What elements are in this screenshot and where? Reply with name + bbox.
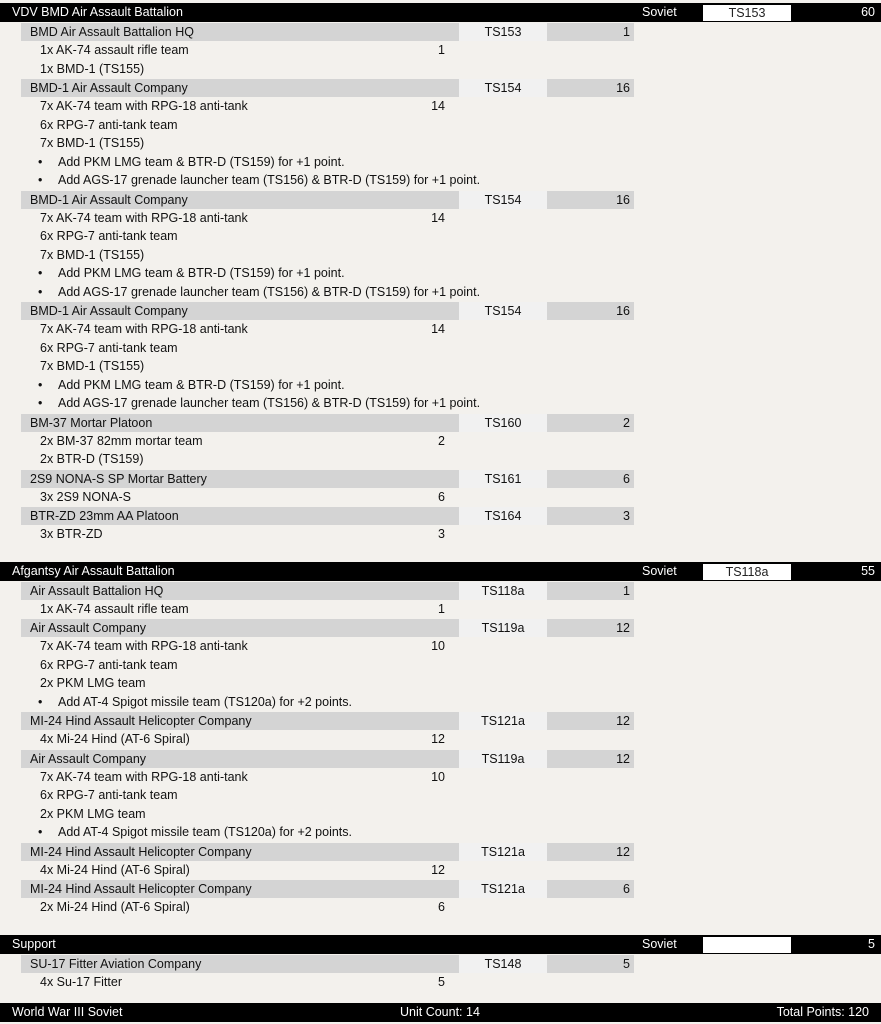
unit-points: 16 — [616, 192, 630, 207]
unit-line-text: 7x BMD-1 (TS155) — [40, 247, 145, 262]
unit-points: 6 — [623, 471, 630, 486]
unit-option — [21, 376, 634, 395]
unit-line — [21, 898, 634, 917]
unit-line-text: 6x RPG-7 anti-tank team — [40, 340, 178, 355]
unit-line — [21, 637, 634, 656]
unit-line — [21, 600, 634, 619]
unit-name: BMD Air Assault Battalion HQ — [30, 25, 194, 39]
formation-points: 55 — [861, 563, 875, 578]
unit-name: Air Assault Battalion HQ — [30, 583, 164, 598]
total-points: Total Points: 120 — [776, 1005, 869, 1019]
unit-name: SU-17 Fitter Aviation Company — [30, 956, 202, 971]
unit-block — [21, 302, 634, 413]
unit-block — [21, 843, 634, 880]
unit-points: 16 — [616, 304, 630, 318]
unit-line-points: 6 — [438, 900, 445, 914]
unit-name: MI-24 Hind Assault Helicopter Company — [30, 714, 252, 728]
unit-line-text: 6x RPG-7 anti-tank team — [40, 229, 178, 243]
unit-option-text: Add AGS-17 grenade launcher team (TS156) & BTR-D (TS159) for +1 point. — [58, 396, 481, 410]
unit-header — [21, 582, 634, 600]
formation-section — [0, 3, 881, 544]
unit-line — [21, 60, 634, 79]
unit-line — [21, 41, 634, 60]
unit-header — [21, 414, 634, 432]
unit-option — [21, 283, 634, 302]
unit-option — [21, 693, 634, 712]
unit-line-text: 3x BTR-ZD — [40, 527, 103, 541]
formation-card: TS118a — [703, 564, 791, 580]
unit-line-text: 2x PKM LMG team — [40, 806, 146, 821]
unit-header — [21, 302, 634, 320]
unit-points: 1 — [623, 583, 630, 598]
unit-line — [21, 805, 634, 824]
unit-line-text: 2x BM-37 82mm mortar team — [40, 433, 203, 448]
unit-line-points: 1 — [438, 43, 445, 57]
formation-points: 60 — [861, 5, 875, 19]
unit-name: 2S9 NONA-S SP Mortar Battery — [30, 471, 207, 486]
unit-block — [21, 470, 634, 507]
unit-option-text: Add PKM LMG team & BTR-D (TS159) for +1 point. — [58, 266, 345, 280]
bullet-icon: • — [38, 694, 43, 709]
unit-option-text: Add PKM LMG team & BTR-D (TS159) for +1 point. — [58, 377, 345, 392]
unit-line-points: 2 — [438, 433, 445, 448]
unit-points: 6 — [623, 882, 630, 896]
unit-line-points: 14 — [431, 99, 445, 113]
unit-line-text: 4x Mi-24 Hind (AT-6 Spiral) — [40, 732, 190, 746]
unit-card: TS121a — [459, 843, 547, 861]
unit-line-points: 5 — [438, 974, 445, 989]
formation-name: Afgantsy Air Assault Battalion — [12, 563, 175, 578]
unit-card: TS153 — [459, 23, 547, 41]
unit-line-text: 1x AK-74 assault rifle team — [40, 601, 189, 616]
bullet-icon: • — [38, 825, 43, 839]
unit-card: TS160 — [459, 414, 547, 432]
unit-line — [21, 730, 634, 749]
unit-line — [21, 339, 634, 358]
unit-block — [21, 507, 634, 544]
unit-header — [21, 619, 634, 637]
unit-line — [21, 488, 634, 507]
unit-line-points: 10 — [431, 769, 445, 784]
unit-block — [21, 191, 634, 302]
unit-block — [21, 582, 634, 619]
unit-header — [21, 750, 634, 768]
unit-line-points: 14 — [431, 322, 445, 336]
unit-line — [21, 246, 634, 265]
unit-header — [21, 23, 634, 41]
unit-header — [21, 712, 634, 730]
unit-name: BMD-1 Air Assault Company — [30, 192, 188, 207]
unit-line-text: 4x Su-17 Fitter — [40, 974, 122, 989]
unit-name: BMD-1 Air Assault Company — [30, 304, 188, 318]
unit-card: TS154 — [459, 191, 547, 209]
unit-line-text: 7x BMD-1 (TS155) — [40, 136, 145, 150]
formation-header — [0, 3, 881, 22]
unit-line — [21, 134, 634, 153]
unit-line — [21, 674, 634, 693]
unit-header — [21, 507, 634, 525]
formation-points: 5 — [868, 936, 875, 951]
unit-name: BM-37 Mortar Platoon — [30, 415, 153, 430]
unit-line-points: 3 — [438, 527, 445, 541]
unit-card: TS164 — [459, 507, 547, 525]
unit-line-text: 3x 2S9 NONA-S — [40, 489, 132, 504]
formation-section — [0, 562, 881, 917]
unit-points: 12 — [616, 751, 630, 766]
unit-points: 12 — [616, 844, 630, 859]
unit-points: 5 — [623, 956, 630, 971]
unit-points: 3 — [623, 509, 630, 523]
unit-line — [21, 432, 634, 451]
unit-card: TS154 — [459, 79, 547, 97]
unit-line — [21, 320, 634, 339]
unit-line — [21, 450, 634, 469]
unit-option-text: Add AT-4 Spigot missile team (TS120a) for +2 points. — [58, 825, 353, 839]
unit-option — [21, 171, 634, 190]
unit-line-points: 12 — [431, 732, 445, 746]
unit-block — [21, 712, 634, 749]
unit-line-points: 14 — [431, 210, 445, 225]
unit-line-text: 1x AK-74 assault rifle team — [40, 43, 189, 57]
unit-name: BMD-1 Air Assault Company — [30, 81, 188, 95]
unit-card: TS161 — [459, 470, 547, 488]
unit-line-text: 7x AK-74 team with RPG-18 anti-tank — [40, 639, 248, 653]
unit-card: TS121a — [459, 712, 547, 730]
unit-header — [21, 880, 634, 898]
unit-line-points: 12 — [431, 862, 445, 877]
unit-card: TS148 — [459, 955, 547, 973]
unit-option — [21, 823, 634, 842]
unit-header — [21, 470, 634, 488]
unit-points: 16 — [616, 81, 630, 95]
unit-line — [21, 973, 634, 992]
unit-line-text: 7x AK-74 team with RPG-18 anti-tank — [40, 99, 248, 113]
unit-header — [21, 955, 634, 973]
unit-points: 2 — [623, 415, 630, 430]
formation-nation: Soviet — [642, 5, 677, 19]
bullet-icon: • — [38, 284, 43, 299]
formation-nation: Soviet — [642, 936, 677, 951]
unit-card: TS121a — [459, 880, 547, 898]
unit-line — [21, 861, 634, 880]
formation-header — [0, 935, 881, 954]
unit-line-text: 2x Mi-24 Hind (AT-6 Spiral) — [40, 900, 190, 914]
unit-line — [21, 357, 634, 376]
unit-name: Air Assault Company — [30, 621, 147, 635]
unit-option-text: Add AT-4 Spigot missile team (TS120a) for +2 points. — [58, 694, 353, 709]
unit-card: TS119a — [459, 619, 547, 637]
unit-header — [21, 79, 634, 97]
game-title: World War III Soviet — [12, 1005, 123, 1019]
formation-section — [0, 935, 881, 992]
unit-option — [21, 394, 634, 413]
unit-block — [21, 414, 634, 469]
unit-header — [21, 843, 634, 861]
unit-option — [21, 264, 634, 283]
unit-name: Air Assault Company — [30, 751, 147, 766]
unit-card: TS119a — [459, 750, 547, 768]
unit-line — [21, 209, 634, 228]
formation-name: VDV BMD Air Assault Battalion — [12, 5, 183, 19]
unit-name: MI-24 Hind Assault Helicopter Company — [30, 844, 252, 859]
unit-line-text: 2x BTR-D (TS159) — [40, 452, 144, 466]
unit-card: TS118a — [459, 582, 547, 600]
unit-points: 12 — [616, 621, 630, 635]
bullet-icon: • — [38, 266, 43, 280]
formation-card: TS153 — [703, 5, 791, 21]
unit-line — [21, 227, 634, 246]
formation-nation: Soviet — [642, 563, 677, 578]
unit-line — [21, 786, 634, 805]
unit-block — [21, 619, 634, 711]
unit-header — [21, 191, 634, 209]
unit-option — [21, 153, 634, 172]
unit-line-points: 10 — [431, 639, 445, 653]
unit-block — [21, 23, 634, 78]
unit-block — [21, 955, 634, 992]
army-list-footer — [0, 1003, 881, 1022]
unit-points: 12 — [616, 714, 630, 728]
unit-block — [21, 750, 634, 842]
unit-block — [21, 880, 634, 917]
unit-option-text: Add AGS-17 grenade launcher team (TS156) & BTR-D (TS159) for +1 point. — [58, 284, 481, 299]
bullet-icon: • — [38, 396, 43, 410]
unit-line-points: 6 — [438, 489, 445, 504]
unit-line-text: 1x BMD-1 (TS155) — [40, 61, 145, 76]
unit-points: 1 — [623, 25, 630, 39]
unit-name: MI-24 Hind Assault Helicopter Company — [30, 882, 252, 896]
unit-line-points: 1 — [438, 601, 445, 616]
unit-line-text: 7x AK-74 team with RPG-18 anti-tank — [40, 769, 248, 784]
unit-line-text: 7x AK-74 team with RPG-18 anti-tank — [40, 210, 248, 225]
unit-line — [21, 97, 634, 116]
bullet-icon: • — [38, 154, 43, 169]
unit-line — [21, 116, 634, 135]
unit-line-text: 6x RPG-7 anti-tank team — [40, 788, 178, 802]
unit-count: Unit Count: 14 — [400, 1005, 480, 1019]
unit-line-text: 6x RPG-7 anti-tank team — [40, 117, 178, 132]
bullet-icon: • — [38, 173, 43, 187]
unit-name: BTR-ZD 23mm AA Platoon — [30, 509, 179, 523]
formation-card — [703, 937, 791, 953]
unit-option-text: Add AGS-17 grenade launcher team (TS156) & BTR-D (TS159) for +1 point. — [58, 173, 481, 187]
unit-card: TS154 — [459, 302, 547, 320]
unit-option-text: Add PKM LMG team & BTR-D (TS159) for +1 point. — [58, 154, 345, 169]
unit-line-text: 6x RPG-7 anti-tank team — [40, 657, 178, 672]
unit-line — [21, 656, 634, 675]
unit-line-text: 7x AK-74 team with RPG-18 anti-tank — [40, 322, 248, 336]
unit-line-text: 7x BMD-1 (TS155) — [40, 359, 145, 373]
unit-line-text: 2x PKM LMG team — [40, 676, 146, 690]
formation-name: Support — [12, 936, 56, 951]
bullet-icon: • — [38, 377, 43, 392]
unit-line — [21, 768, 634, 787]
unit-block — [21, 79, 634, 190]
formation-header — [0, 562, 881, 581]
unit-line-text: 4x Mi-24 Hind (AT-6 Spiral) — [40, 862, 190, 877]
unit-line — [21, 525, 634, 544]
